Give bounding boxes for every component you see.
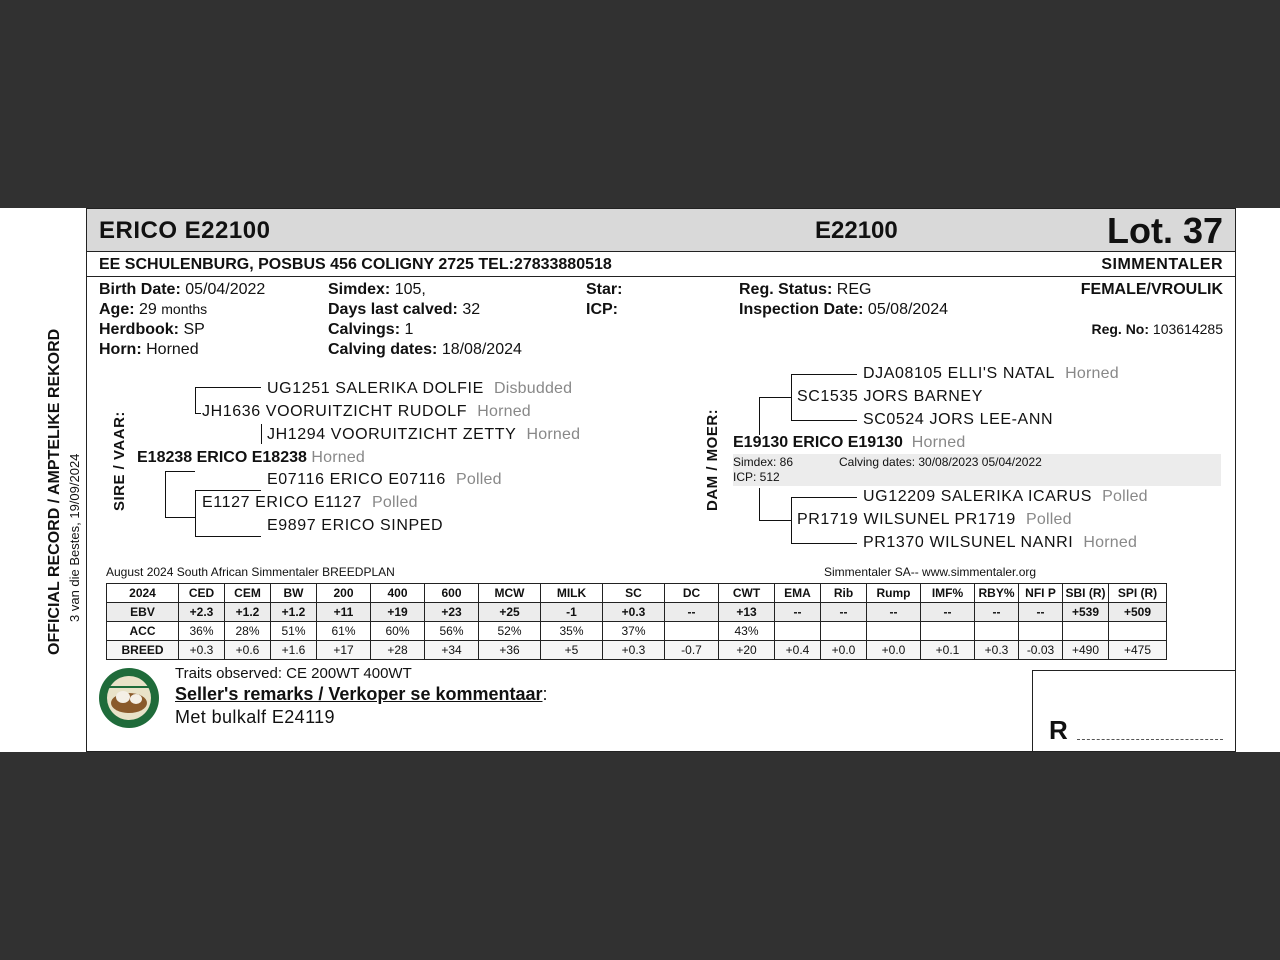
table-cell: -- — [867, 603, 921, 622]
table-cell — [665, 622, 719, 641]
row-label: ACC — [107, 622, 179, 641]
breed-name: SIMMENTALER — [1101, 256, 1223, 273]
pedigree-sire-dam: E1127 ERICO E1127 Polled — [202, 494, 418, 511]
table-cell: IMF% — [921, 584, 975, 603]
table-cell — [821, 622, 867, 641]
pedigree-sire: JH1636 VOORUITZICHT RUDOLF Horned — [202, 403, 531, 420]
inspection-date-field: Inspection Date: 05/08/2024 — [739, 301, 948, 318]
table-cell: EMA — [775, 584, 821, 603]
rand-label: R — [1049, 715, 1068, 745]
breedplan-source: August 2024 South African Simmentaler BREEDPLAN — [106, 565, 395, 579]
tree-line — [759, 520, 791, 521]
owner-address: EE SCHULENBURG, POSBUS 456 COLIGNY 2725 TEL:27833880518 — [99, 256, 612, 273]
tree-line — [165, 471, 166, 517]
remarks-heading: Seller's remarks / Verkoper se kommentaar: — [175, 684, 548, 704]
pedigree-sire-dam: JH1294 VOORUITZICHT ZETTY Horned — [267, 426, 581, 443]
table-cell: +1.6 — [271, 641, 317, 660]
table-cell: +0.3 — [179, 641, 225, 660]
pedigree-dam-sire-dam: SC0524 JORS LEE-ANN — [863, 411, 1054, 428]
table-cell: 60% — [371, 622, 425, 641]
birth-date-field: Birth Date: 05/04/2022 — [99, 281, 266, 298]
table-cell — [921, 622, 975, 641]
table-cell: MILK — [541, 584, 603, 603]
simmentaler-logo — [98, 667, 160, 729]
table-cell: BW — [271, 584, 317, 603]
table-cell: 28% — [225, 622, 271, 641]
table-cell: CED — [179, 584, 225, 603]
table-cell: +0.0 — [821, 641, 867, 660]
dam-icp: ICP: 512 — [733, 470, 780, 484]
calvings-field: Calvings: 1 — [328, 321, 414, 338]
pedigree-dam-dam-sire: UG12209 SALERIKA ICARUS Polled — [863, 488, 1148, 505]
table-cell: 600 — [425, 584, 479, 603]
tree-line — [791, 497, 857, 498]
tree-line — [759, 397, 791, 398]
table-cell — [867, 622, 921, 641]
table-cell: 200 — [317, 584, 371, 603]
table-cell: RBY% — [975, 584, 1019, 603]
row-label: 2024 — [107, 584, 179, 603]
table-cell: -- — [1019, 603, 1063, 622]
table-cell: +20 — [719, 641, 775, 660]
table-cell: -- — [665, 603, 719, 622]
table-cell: Rib — [821, 584, 867, 603]
animal-code: E22100 — [815, 217, 898, 244]
calving-dates-field: Calving dates: 18/08/2024 — [328, 341, 522, 358]
tree-line — [759, 397, 760, 435]
tree-line — [195, 490, 261, 491]
dam-simdex: Simdex: 86 — [733, 455, 794, 469]
official-record-label: OFFICIAL RECORD / AMPTELIKE REKORD — [46, 328, 63, 655]
tree-line — [791, 543, 857, 544]
table-cell — [1019, 622, 1063, 641]
table-cell: +539 — [1063, 603, 1109, 622]
table-cell: +23 — [425, 603, 479, 622]
table-cell: -- — [775, 603, 821, 622]
tree-line — [791, 374, 792, 420]
simdex-field: Simdex: 105, — [328, 281, 426, 298]
table-cell — [775, 622, 821, 641]
table-cell: MCW — [479, 584, 541, 603]
breedplan-table — [106, 583, 1167, 660]
sire-section-label: SIRE / VAAR: — [111, 411, 128, 511]
table-cell: CWT — [719, 584, 775, 603]
table-cell: -1 — [541, 603, 603, 622]
days-last-calved-field: Days last calved: 32 — [328, 301, 481, 318]
tree-line — [791, 374, 857, 375]
table-cell: 56% — [425, 622, 479, 641]
price-line[interactable] — [1077, 739, 1223, 740]
tree-line — [195, 536, 261, 537]
table-cell: +13 — [719, 603, 775, 622]
pedigree-sire-dam-sire: E07116 ERICO E07116 Polled — [267, 471, 502, 488]
table-cell: +0.1 — [921, 641, 975, 660]
tree-line — [165, 471, 195, 472]
tree-line — [195, 490, 196, 536]
table-cell — [1109, 622, 1167, 641]
tree-line — [791, 420, 857, 421]
animal-name: ERICO E22100 — [99, 217, 271, 244]
table-cell: 400 — [371, 584, 425, 603]
reg-status-field: Reg. Status: REG — [739, 281, 872, 298]
tree-line — [195, 387, 196, 413]
sale-catalogue-page — [0, 208, 1280, 752]
table-cell: +0.3 — [603, 603, 665, 622]
table-cell: +28 — [371, 641, 425, 660]
tree-line — [261, 424, 262, 444]
sex-field: FEMALE/VROULIK — [1080, 281, 1223, 298]
table-cell: +1.2 — [271, 603, 317, 622]
tree-line — [165, 517, 195, 518]
owner-bar — [87, 252, 1235, 277]
table-cell — [975, 622, 1019, 641]
table-cell: 35% — [541, 622, 603, 641]
table-cell: -0.7 — [665, 641, 719, 660]
table-cell: 61% — [317, 622, 371, 641]
table-cell: NFI P — [1019, 584, 1063, 603]
table-cell: 52% — [479, 622, 541, 641]
pedigree-sire-dam-dam: E9897 ERICO SINPED — [267, 517, 444, 534]
table-cell: +2.3 — [179, 603, 225, 622]
table-cell: 37% — [603, 622, 665, 641]
table-cell: +1.2 — [225, 603, 271, 622]
table-cell: CEM — [225, 584, 271, 603]
horn-field: Horn: Horned — [99, 341, 199, 358]
table-cell: +17 — [317, 641, 371, 660]
tree-line — [759, 488, 760, 520]
pedigree-dam-animal: E19130 ERICO E19130 Horned — [733, 434, 966, 451]
table-cell: +5 — [541, 641, 603, 660]
icp-field: ICP: — [586, 301, 618, 318]
star-field: Star: — [586, 281, 623, 298]
lot-number: Lot. 37 — [1106, 210, 1223, 251]
ebv-row — [107, 603, 1167, 622]
table-cell: +475 — [1109, 641, 1167, 660]
header-bar — [87, 208, 1235, 252]
table-cell: SPI (R) — [1109, 584, 1167, 603]
table-cell: -0.03 — [1019, 641, 1063, 660]
sale-date-label: 3 van die Bestes, 19/09/2024 — [67, 453, 82, 622]
table-cell: Rump — [867, 584, 921, 603]
table-cell: DC — [665, 584, 719, 603]
table-cell: +0.3 — [975, 641, 1019, 660]
pedigree-dam-sire: SC1535 JORS BARNEY — [797, 388, 983, 405]
tree-line — [195, 387, 261, 388]
table-cell: 51% — [271, 622, 317, 641]
pedigree-sire-sire: UG1251 SALERIKA DOLFIE Disbudded — [267, 380, 573, 397]
dam-section-label: DAM / MOER: — [704, 408, 721, 511]
price-signature-box — [1032, 670, 1236, 752]
age-field: Age: 29 months — [99, 301, 208, 318]
herdbook-field: Herdbook: SP — [99, 321, 205, 338]
table-cell: +490 — [1063, 641, 1109, 660]
traits-observed: Traits observed: CE 200WT 400WT — [175, 665, 412, 682]
table-cell: SC — [603, 584, 665, 603]
tree-line — [195, 413, 201, 414]
pedigree-dam-dam: PR1719 WILSUNEL PR1719 Polled — [797, 511, 1072, 528]
table-cell: +0.6 — [225, 641, 271, 660]
table-cell: 36% — [179, 622, 225, 641]
table-cell: +34 — [425, 641, 479, 660]
table-cell: +0.4 — [775, 641, 821, 660]
reg-number-field: Reg. No: 103614285 — [1091, 321, 1223, 337]
table-cell: SBI (R) — [1063, 584, 1109, 603]
remarks-text: Met bulkalf E24119 — [175, 707, 335, 727]
pedigree-dam-sire-sire: DJA08105 ELLI'S NATAL Horned — [863, 365, 1119, 382]
dam-info-strip — [733, 454, 1221, 486]
tree-line — [791, 497, 792, 543]
pedigree-sire-animal: E18238 ERICO E18238 Horned — [137, 449, 366, 466]
table-cell: +19 — [371, 603, 425, 622]
table-cell: +25 — [479, 603, 541, 622]
table-cell: -- — [975, 603, 1019, 622]
pedigree-dam-dam-dam: PR1370 WILSUNEL NANRI Horned — [863, 534, 1138, 551]
table-cell: +36 — [479, 641, 541, 660]
acc-row — [107, 622, 1167, 641]
breedplan-website: Simmentaler SA-- www.simmentaler.org — [824, 565, 1037, 579]
row-label: BREED — [107, 641, 179, 660]
animal-record-card — [86, 208, 1236, 752]
table-cell: -- — [821, 603, 867, 622]
table-cell: +0.0 — [867, 641, 921, 660]
table-cell: -- — [921, 603, 975, 622]
header-row — [107, 584, 1167, 603]
table-cell: +509 — [1109, 603, 1167, 622]
row-label: EBV — [107, 603, 179, 622]
breed-row — [107, 641, 1167, 660]
table-cell: 43% — [719, 622, 775, 641]
table-cell: +0.3 — [603, 641, 665, 660]
dam-calving-dates: Calving dates: 30/08/2023 05/04/2022 — [839, 455, 1042, 469]
table-cell — [1063, 622, 1109, 641]
table-cell: +11 — [317, 603, 371, 622]
